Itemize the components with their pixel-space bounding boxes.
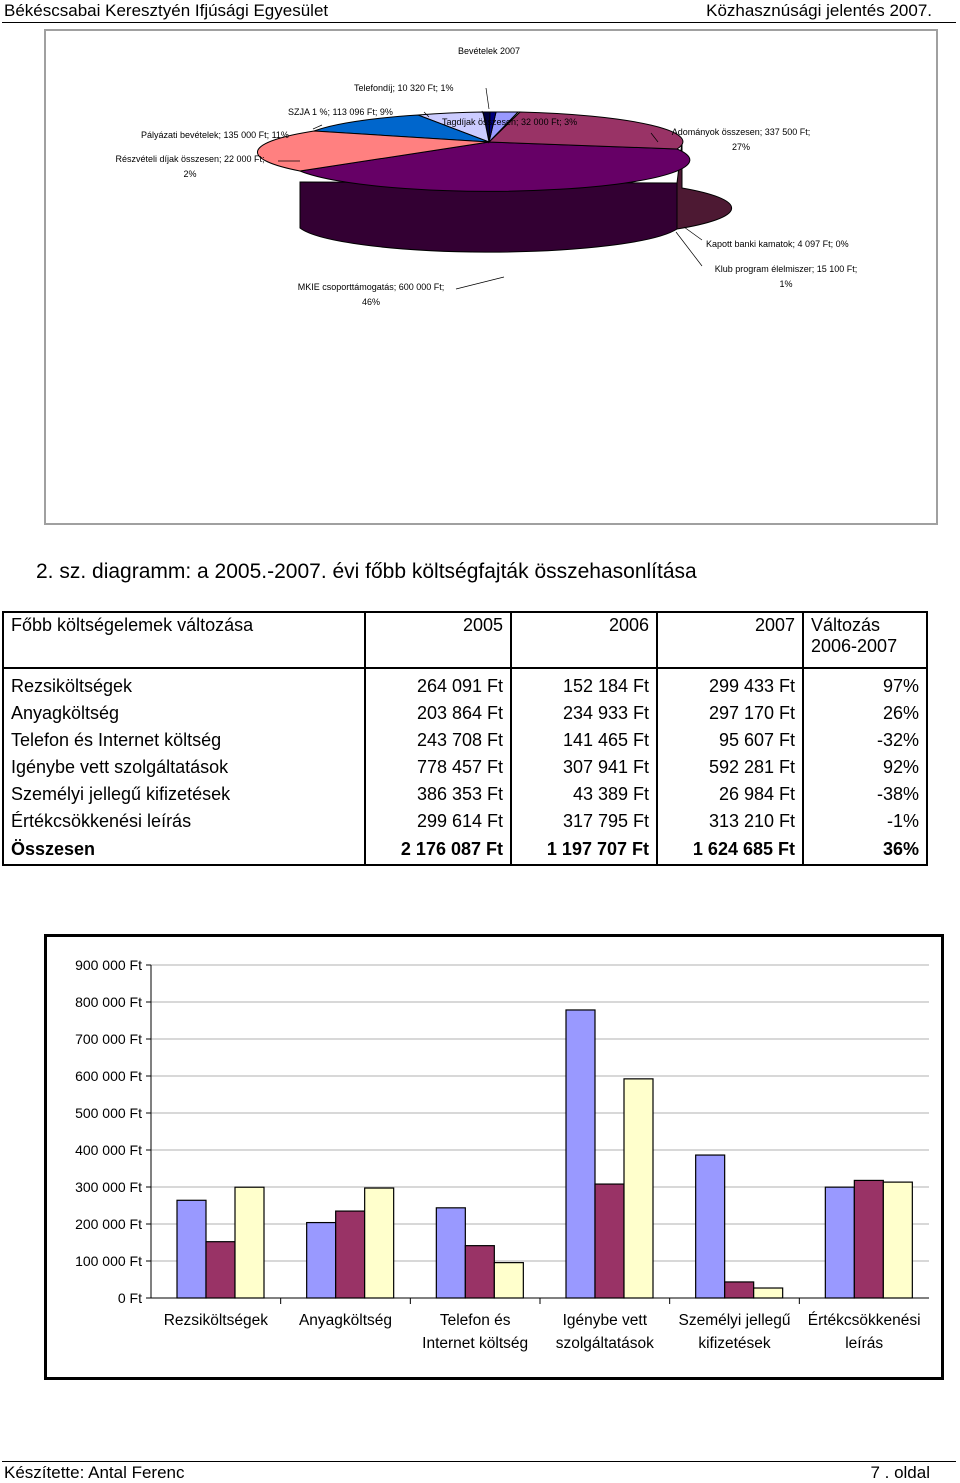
row-label: Igénybe vett szolgáltatások bbox=[3, 754, 365, 781]
x-category-label: Telefon és bbox=[439, 1312, 511, 1329]
table-cell: 141 465 Ft bbox=[511, 727, 657, 754]
table-cell: 92% bbox=[803, 754, 927, 781]
table-row bbox=[3, 727, 927, 754]
y-tick-label: 0 Ft bbox=[117, 1290, 142, 1306]
table-row bbox=[3, 781, 927, 808]
leader-telefon bbox=[486, 88, 489, 109]
bar-2007 bbox=[235, 1187, 264, 1298]
total-cell: 36% bbox=[803, 835, 927, 865]
y-tick-label: 500 000 Ft bbox=[75, 1105, 142, 1121]
bar-2006 bbox=[725, 1282, 754, 1298]
bar-2005 bbox=[307, 1223, 336, 1298]
pie-label-adomany-line2: 27% bbox=[731, 142, 750, 152]
table-cell: 592 281 Ft bbox=[657, 754, 803, 781]
bar-2005 bbox=[177, 1200, 206, 1298]
table-cell: -38% bbox=[803, 781, 927, 808]
header-cell: 2006 bbox=[511, 612, 657, 668]
x-category-label: Értékcsökkenési bbox=[807, 1312, 921, 1329]
y-tick-label: 300 000 Ft bbox=[75, 1179, 142, 1195]
total-cell: 1 624 685 Ft bbox=[657, 835, 803, 865]
table-cell: 264 091 Ft bbox=[365, 668, 511, 700]
bar-2006 bbox=[206, 1242, 235, 1298]
y-tick-label: 800 000 Ft bbox=[75, 994, 142, 1010]
author: Készítette: Antal Ferenc bbox=[4, 1463, 185, 1482]
bar-2005 bbox=[696, 1155, 725, 1298]
x-category-label: kifizetések bbox=[698, 1335, 771, 1352]
pie-label-tagdij: Tagdíjak összesen; 32 000 Ft; 3% bbox=[442, 117, 578, 127]
page-number: 7 . oldal bbox=[870, 1463, 930, 1482]
pie-label-mkie-line1: MKIE csoporttámogatás; 600 000 Ft; bbox=[297, 282, 445, 292]
table-cell: 203 864 Ft bbox=[365, 700, 511, 727]
table-cell: 313 210 Ft bbox=[657, 808, 803, 835]
pie-title: Bevételek 2007 bbox=[458, 46, 521, 56]
pie-label-palyazati: Pályázati bevételek; 135 000 Ft; 11% bbox=[141, 130, 289, 140]
table-cell: 317 795 Ft bbox=[511, 808, 657, 835]
pie-label-reszveteli bbox=[102, 153, 278, 181]
row-label: Telefon és Internet költség bbox=[3, 727, 365, 754]
table-cell: -1% bbox=[803, 808, 927, 835]
header-cell: Változás 2006-2007 bbox=[803, 612, 927, 668]
total-label: Összesen bbox=[3, 835, 365, 865]
bar-2006 bbox=[854, 1180, 883, 1298]
row-label: Személyi jellegű kifizetések bbox=[3, 781, 365, 808]
header-cell: 2007 bbox=[657, 612, 803, 668]
table-cell: 26 984 Ft bbox=[657, 781, 803, 808]
x-category-label: Személyi jellegű bbox=[678, 1312, 791, 1329]
table-cell: 95 607 Ft bbox=[657, 727, 803, 754]
x-category-label: leírás bbox=[845, 1335, 884, 1352]
table-cell: 299 433 Ft bbox=[657, 668, 803, 700]
y-tick-label: 900 000 Ft bbox=[75, 957, 142, 973]
table-cell: -32% bbox=[803, 727, 927, 754]
table-row bbox=[3, 808, 927, 835]
bar-2007 bbox=[624, 1079, 653, 1298]
bar-2006 bbox=[595, 1184, 624, 1298]
y-tick-label: 100 000 Ft bbox=[75, 1253, 142, 1269]
bar-2007 bbox=[754, 1288, 783, 1298]
y-tick-label: 600 000 Ft bbox=[75, 1068, 142, 1084]
page-footer bbox=[0, 1458, 960, 1481]
table-cell: 299 614 Ft bbox=[365, 808, 511, 835]
pie-label-reszveteli-line1: Részvételi díjak összesen; 22 000 Ft; bbox=[115, 154, 265, 164]
bar-2007 bbox=[494, 1263, 523, 1298]
bar-2005 bbox=[436, 1208, 465, 1298]
table-cell: 297 170 Ft bbox=[657, 700, 803, 727]
diagram-caption: 2. sz. diagramm: a 2005.-2007. évi főbb költségfajták összehasonlítása bbox=[36, 560, 697, 583]
page-header bbox=[0, 0, 960, 22]
organization-name: Békéscsabai Keresztyén Ifjúsági Egyesület bbox=[4, 1, 329, 20]
table-cell: 243 708 Ft bbox=[365, 727, 511, 754]
pie-label-mkie-line2: 46% bbox=[361, 297, 380, 307]
pie-label-telefon: Telefondíj; 10 320 Ft; 1% bbox=[354, 83, 454, 93]
pie-label-mkie bbox=[286, 281, 456, 309]
cost-comparison-table bbox=[2, 611, 928, 866]
x-category-label: szolgáltatások bbox=[555, 1335, 654, 1352]
bar-2006 bbox=[465, 1246, 494, 1298]
bar-2005 bbox=[566, 1010, 595, 1298]
y-tick-label: 400 000 Ft bbox=[75, 1142, 142, 1158]
pie-label-adomany-line1: Adományok összesen; 337 500 Ft; bbox=[671, 127, 811, 137]
leader-kamat bbox=[684, 227, 702, 240]
pie-label-adomany bbox=[656, 126, 826, 154]
pie-side-mkie bbox=[300, 182, 677, 252]
pie-label-reszveteli-line2: 2% bbox=[183, 169, 197, 179]
bar-2007 bbox=[365, 1188, 394, 1298]
pie-label-klub-line1: Klub program élelmiszer; 15 100 Ft; bbox=[714, 264, 858, 274]
table-row bbox=[3, 668, 927, 700]
x-category-label: Internet költség bbox=[422, 1335, 529, 1352]
leader-mkie bbox=[456, 277, 504, 289]
table-total-row bbox=[3, 835, 927, 865]
row-label: Rezsiköltségek bbox=[3, 668, 365, 700]
table-cell: 307 941 Ft bbox=[511, 754, 657, 781]
table-row bbox=[3, 754, 927, 781]
pie-label-klub bbox=[701, 263, 871, 291]
y-tick-label: 200 000 Ft bbox=[75, 1216, 142, 1232]
table-cell: 43 389 Ft bbox=[511, 781, 657, 808]
x-category-label: Igénybe vett bbox=[562, 1312, 648, 1329]
footer-rule bbox=[2, 1461, 956, 1462]
table-cell: 97% bbox=[803, 668, 927, 700]
pie-label-kamat: Kapott banki kamatok; 4 097 Ft; 0% bbox=[706, 239, 849, 249]
table-cell: 778 457 Ft bbox=[365, 754, 511, 781]
header-cell: 2005 bbox=[365, 612, 511, 668]
cost-bar-chart bbox=[44, 934, 944, 1380]
x-category-label: Anyagköltség bbox=[298, 1312, 393, 1329]
table-row bbox=[3, 700, 927, 727]
y-tick-label: 700 000 Ft bbox=[75, 1031, 142, 1047]
table-cell: 386 353 Ft bbox=[365, 781, 511, 808]
bar-2006 bbox=[336, 1211, 365, 1298]
header-rule bbox=[2, 22, 956, 23]
bar-chart-svg bbox=[47, 937, 941, 1377]
x-category-label: Rezsiköltségek bbox=[163, 1312, 268, 1329]
row-label: Anyagköltség bbox=[3, 700, 365, 727]
table-cell: 152 184 Ft bbox=[511, 668, 657, 700]
pie-label-szja: SZJA 1 %; 113 096 Ft; 9% bbox=[288, 107, 393, 117]
bar-2007 bbox=[883, 1182, 912, 1298]
table-cell: 234 933 Ft bbox=[511, 700, 657, 727]
row-label: Értékcsökkenési leírás bbox=[3, 808, 365, 835]
income-pie-chart bbox=[44, 29, 938, 525]
total-cell: 1 197 707 Ft bbox=[511, 835, 657, 865]
bar-2005 bbox=[825, 1187, 854, 1298]
header-cell: Főbb költségelemek változása bbox=[3, 612, 365, 668]
table-cell: 26% bbox=[803, 700, 927, 727]
report-title: Közhasznúsági jelentés 2007. bbox=[706, 1, 932, 20]
total-cell: 2 176 087 Ft bbox=[365, 835, 511, 865]
table-header-row bbox=[3, 612, 927, 668]
pie-label-klub-line2: 1% bbox=[779, 279, 793, 289]
